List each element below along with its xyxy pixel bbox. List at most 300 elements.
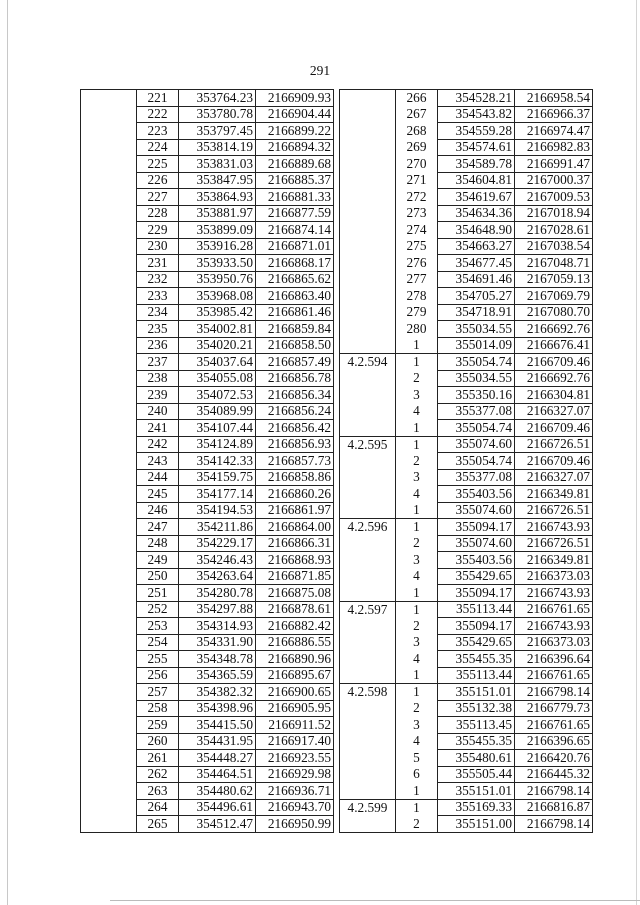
table-row xyxy=(340,816,593,833)
x-coordinate-cell: 355429.65 xyxy=(438,568,515,585)
point-number-cell: 2 xyxy=(396,535,438,552)
y-coordinate-cell: 2166396.64 xyxy=(515,651,593,668)
x-coordinate-cell: 355455.35 xyxy=(438,651,515,668)
point-number-cell: 1 xyxy=(396,783,438,800)
parcel-id-cell xyxy=(81,288,137,305)
x-coordinate-cell: 355480.61 xyxy=(438,750,515,767)
point-number-cell: 1 xyxy=(396,799,438,816)
point-number-cell: 241 xyxy=(137,420,179,437)
point-number-cell: 2 xyxy=(396,453,438,470)
point-number-cell: 1 xyxy=(396,436,438,453)
y-coordinate-cell: 2166881.33 xyxy=(256,189,334,206)
parcel-id-cell xyxy=(340,651,396,668)
parcel-id-cell: 4.2.594 xyxy=(340,354,396,371)
y-coordinate-cell: 2166726.51 xyxy=(515,502,593,519)
point-number-cell: 273 xyxy=(396,205,438,222)
table-row xyxy=(81,585,334,602)
table-row xyxy=(340,783,593,800)
y-coordinate-cell: 2166858.86 xyxy=(256,469,334,486)
y-coordinate-cell: 2166865.62 xyxy=(256,271,334,288)
y-coordinate-cell: 2166816.87 xyxy=(515,799,593,816)
y-coordinate-cell: 2166882.42 xyxy=(256,618,334,635)
table-row xyxy=(81,123,334,140)
y-coordinate-cell: 2166929.98 xyxy=(256,766,334,783)
x-coordinate-cell: 354159.75 xyxy=(179,469,256,486)
x-coordinate-cell: 354415.50 xyxy=(179,717,256,734)
table-row xyxy=(340,123,593,140)
x-coordinate-cell: 354574.61 xyxy=(438,139,515,156)
table-row xyxy=(340,271,593,288)
parcel-id-cell xyxy=(81,717,137,734)
parcel-id-cell xyxy=(340,469,396,486)
point-number-cell: 280 xyxy=(396,321,438,338)
y-coordinate-cell: 2167048.71 xyxy=(515,255,593,272)
table-row xyxy=(81,354,334,371)
x-coordinate-cell: 355505.44 xyxy=(438,766,515,783)
y-coordinate-cell: 2166396.65 xyxy=(515,733,593,750)
parcel-id-cell xyxy=(340,189,396,206)
x-coordinate-cell: 354246.43 xyxy=(179,552,256,569)
x-coordinate-cell: 354002.81 xyxy=(179,321,256,338)
table-row xyxy=(340,337,593,354)
point-number-cell: 1 xyxy=(396,502,438,519)
parcel-id-cell xyxy=(340,370,396,387)
parcel-id-cell xyxy=(81,172,137,189)
table-row xyxy=(81,816,334,833)
table-row xyxy=(81,321,334,338)
x-coordinate-cell: 354480.62 xyxy=(179,783,256,800)
table-row xyxy=(340,106,593,123)
parcel-id-cell xyxy=(81,123,137,140)
point-number-cell: 228 xyxy=(137,205,179,222)
y-coordinate-cell: 2167000.37 xyxy=(515,172,593,189)
table-row xyxy=(340,420,593,437)
table-row xyxy=(81,601,334,618)
page-number: 291 xyxy=(309,63,331,78)
x-coordinate-cell: 355151.01 xyxy=(438,684,515,701)
x-coordinate-cell: 355054.74 xyxy=(438,420,515,437)
point-number-cell: 264 xyxy=(137,799,179,816)
y-coordinate-cell: 2166709.46 xyxy=(515,453,593,470)
y-coordinate-cell: 2166866.31 xyxy=(256,535,334,552)
parcel-id-cell xyxy=(340,535,396,552)
parcel-id-cell xyxy=(340,667,396,684)
y-coordinate-cell: 2167069.79 xyxy=(515,288,593,305)
x-coordinate-cell: 355455.35 xyxy=(438,733,515,750)
x-coordinate-cell: 354604.81 xyxy=(438,172,515,189)
parcel-id-cell xyxy=(81,321,137,338)
table-row xyxy=(81,288,334,305)
parcel-id-cell xyxy=(81,519,137,536)
table-row xyxy=(81,733,334,750)
parcel-id-cell xyxy=(340,700,396,717)
table-row xyxy=(81,568,334,585)
parcel-id-cell xyxy=(81,618,137,635)
point-number-cell: 262 xyxy=(137,766,179,783)
x-coordinate-cell: 355094.17 xyxy=(438,618,515,635)
table-row xyxy=(81,205,334,222)
y-coordinate-cell: 2166856.78 xyxy=(256,370,334,387)
scan-edge-bottom xyxy=(110,900,640,901)
point-number-cell: 2 xyxy=(396,370,438,387)
x-coordinate-cell: 354382.32 xyxy=(179,684,256,701)
table-row xyxy=(340,436,593,453)
y-coordinate-cell: 2166991.47 xyxy=(515,156,593,173)
table-row xyxy=(81,469,334,486)
x-coordinate-cell: 353814.19 xyxy=(179,139,256,156)
y-coordinate-cell: 2166874.14 xyxy=(256,222,334,239)
y-coordinate-cell: 2166856.93 xyxy=(256,436,334,453)
parcel-id-cell xyxy=(81,403,137,420)
table-row xyxy=(340,618,593,635)
parcel-id-cell xyxy=(340,238,396,255)
x-coordinate-cell: 354124.89 xyxy=(179,436,256,453)
parcel-id-cell xyxy=(81,370,137,387)
point-number-cell: 4 xyxy=(396,486,438,503)
parcel-id-cell xyxy=(340,552,396,569)
y-coordinate-cell: 2166857.49 xyxy=(256,354,334,371)
point-number-cell: 256 xyxy=(137,667,179,684)
y-coordinate-cell: 2166864.00 xyxy=(256,519,334,536)
table-row xyxy=(81,717,334,734)
x-coordinate-cell: 355074.60 xyxy=(438,535,515,552)
parcel-id-cell xyxy=(340,634,396,651)
x-coordinate-cell: 354194.53 xyxy=(179,502,256,519)
y-coordinate-cell: 2166709.46 xyxy=(515,354,593,371)
table-row xyxy=(340,535,593,552)
y-coordinate-cell: 2167018.94 xyxy=(515,205,593,222)
point-number-cell: 221 xyxy=(137,90,179,107)
table-row xyxy=(81,519,334,536)
parcel-id-cell xyxy=(340,205,396,222)
coordinates-table-left xyxy=(80,89,334,833)
parcel-id-cell xyxy=(81,700,137,717)
y-coordinate-cell: 2166885.37 xyxy=(256,172,334,189)
y-coordinate-cell: 2166761.65 xyxy=(515,601,593,618)
point-number-cell: 260 xyxy=(137,733,179,750)
y-coordinate-cell: 2166327.07 xyxy=(515,403,593,420)
point-number-cell: 243 xyxy=(137,453,179,470)
x-coordinate-cell: 355034.55 xyxy=(438,370,515,387)
point-number-cell: 3 xyxy=(396,717,438,734)
y-coordinate-cell: 2166936.71 xyxy=(256,783,334,800)
y-coordinate-cell: 2166878.61 xyxy=(256,601,334,618)
point-number-cell: 231 xyxy=(137,255,179,272)
table-row xyxy=(81,222,334,239)
point-number-cell: 2 xyxy=(396,618,438,635)
parcel-id-cell xyxy=(81,799,137,816)
x-coordinate-cell: 355074.60 xyxy=(438,436,515,453)
y-coordinate-cell: 2166904.44 xyxy=(256,106,334,123)
point-number-cell: 266 xyxy=(396,90,438,107)
parcel-id-cell xyxy=(340,486,396,503)
parcel-id-cell xyxy=(81,667,137,684)
y-coordinate-cell: 2166861.97 xyxy=(256,502,334,519)
point-number-cell: 224 xyxy=(137,139,179,156)
y-coordinate-cell: 2166861.46 xyxy=(256,304,334,321)
x-coordinate-cell: 354431.95 xyxy=(179,733,256,750)
table-row xyxy=(340,304,593,321)
parcel-id-cell xyxy=(81,156,137,173)
x-coordinate-cell: 354448.27 xyxy=(179,750,256,767)
parcel-id-cell xyxy=(81,651,137,668)
x-coordinate-cell: 354634.36 xyxy=(438,205,515,222)
point-number-cell: 1 xyxy=(396,684,438,701)
parcel-id-cell xyxy=(81,255,137,272)
parcel-id-cell xyxy=(81,750,137,767)
parcel-id-cell xyxy=(340,618,396,635)
table-row xyxy=(340,651,593,668)
parcel-id-cell xyxy=(81,106,137,123)
x-coordinate-cell: 355054.74 xyxy=(438,354,515,371)
x-coordinate-cell: 355094.17 xyxy=(438,585,515,602)
point-number-cell: 233 xyxy=(137,288,179,305)
parcel-id-cell xyxy=(81,502,137,519)
y-coordinate-cell: 2167059.13 xyxy=(515,271,593,288)
y-coordinate-cell: 2166900.65 xyxy=(256,684,334,701)
point-number-cell: 239 xyxy=(137,387,179,404)
table-row xyxy=(340,799,593,816)
parcel-id-cell xyxy=(81,90,137,107)
x-coordinate-cell: 354177.14 xyxy=(179,486,256,503)
point-number-cell: 254 xyxy=(137,634,179,651)
x-coordinate-cell: 354705.27 xyxy=(438,288,515,305)
point-number-cell: 271 xyxy=(396,172,438,189)
parcel-id-cell: 4.2.599 xyxy=(340,799,396,816)
parcel-id-cell xyxy=(340,816,396,833)
table-row xyxy=(81,684,334,701)
table-row xyxy=(340,469,593,486)
y-coordinate-cell: 2167038.54 xyxy=(515,238,593,255)
x-coordinate-cell: 354496.61 xyxy=(179,799,256,816)
table-row xyxy=(340,403,593,420)
parcel-id-cell xyxy=(340,733,396,750)
point-number-cell: 4 xyxy=(396,568,438,585)
table-row xyxy=(81,172,334,189)
point-number-cell: 2 xyxy=(396,816,438,833)
x-coordinate-cell: 353950.76 xyxy=(179,271,256,288)
table-row xyxy=(340,387,593,404)
point-number-cell: 257 xyxy=(137,684,179,701)
table-row xyxy=(340,222,593,239)
x-coordinate-cell: 355034.55 xyxy=(438,321,515,338)
parcel-id-cell xyxy=(81,552,137,569)
y-coordinate-cell: 2166982.83 xyxy=(515,139,593,156)
table-row xyxy=(81,189,334,206)
coordinates-table-right xyxy=(339,89,593,833)
parcel-id-cell xyxy=(340,90,396,107)
parcel-id-cell xyxy=(81,733,137,750)
x-coordinate-cell: 355014.09 xyxy=(438,337,515,354)
table-row xyxy=(340,601,593,618)
x-coordinate-cell: 354211.86 xyxy=(179,519,256,536)
parcel-id-cell xyxy=(340,766,396,783)
y-coordinate-cell: 2166863.40 xyxy=(256,288,334,305)
table-row xyxy=(81,667,334,684)
x-coordinate-cell: 355132.38 xyxy=(438,700,515,717)
point-number-cell: 249 xyxy=(137,552,179,569)
table-row xyxy=(340,486,593,503)
y-coordinate-cell: 2166798.14 xyxy=(515,783,593,800)
y-coordinate-cell: 2166726.51 xyxy=(515,436,593,453)
table-row xyxy=(81,304,334,321)
parcel-id-cell xyxy=(340,123,396,140)
parcel-id-cell xyxy=(81,222,137,239)
parcel-id-cell xyxy=(81,634,137,651)
point-number-cell: 247 xyxy=(137,519,179,536)
x-coordinate-cell: 354528.21 xyxy=(438,90,515,107)
parcel-id-cell xyxy=(340,222,396,239)
parcel-id-cell xyxy=(340,453,396,470)
table-row xyxy=(340,766,593,783)
x-coordinate-cell: 354677.45 xyxy=(438,255,515,272)
y-coordinate-cell: 2166373.03 xyxy=(515,634,593,651)
table-row xyxy=(81,783,334,800)
point-number-cell: 1 xyxy=(396,354,438,371)
point-number-cell: 225 xyxy=(137,156,179,173)
parcel-id-cell xyxy=(81,816,137,833)
table-row xyxy=(81,436,334,453)
y-coordinate-cell: 2166889.68 xyxy=(256,156,334,173)
table-row xyxy=(340,189,593,206)
y-coordinate-cell: 2166917.40 xyxy=(256,733,334,750)
y-coordinate-cell: 2166899.22 xyxy=(256,123,334,140)
table-row xyxy=(340,717,593,734)
point-number-cell: 276 xyxy=(396,255,438,272)
point-number-cell: 222 xyxy=(137,106,179,123)
table-row xyxy=(340,519,593,536)
parcel-id-cell xyxy=(340,304,396,321)
parcel-id-cell xyxy=(81,585,137,602)
y-coordinate-cell: 2166349.81 xyxy=(515,552,593,569)
parcel-id-cell xyxy=(340,420,396,437)
point-number-cell: 258 xyxy=(137,700,179,717)
point-number-cell: 234 xyxy=(137,304,179,321)
y-coordinate-cell: 2166743.93 xyxy=(515,618,593,635)
x-coordinate-cell: 354718.91 xyxy=(438,304,515,321)
x-coordinate-cell: 353916.28 xyxy=(179,238,256,255)
x-coordinate-cell: 355113.45 xyxy=(438,717,515,734)
y-coordinate-cell: 2167080.70 xyxy=(515,304,593,321)
y-coordinate-cell: 2166743.93 xyxy=(515,585,593,602)
x-coordinate-cell: 354020.21 xyxy=(179,337,256,354)
parcel-id-cell xyxy=(81,535,137,552)
y-coordinate-cell: 2166868.93 xyxy=(256,552,334,569)
table-row xyxy=(81,700,334,717)
table-row xyxy=(81,552,334,569)
table-row xyxy=(340,321,593,338)
parcel-id-cell xyxy=(81,304,137,321)
x-coordinate-cell: 354280.78 xyxy=(179,585,256,602)
parcel-id-cell xyxy=(81,601,137,618)
x-coordinate-cell: 353933.50 xyxy=(179,255,256,272)
point-number-cell: 255 xyxy=(137,651,179,668)
x-coordinate-cell: 354055.08 xyxy=(179,370,256,387)
x-coordinate-cell: 353864.93 xyxy=(179,189,256,206)
parcel-id-cell xyxy=(340,156,396,173)
parcel-id-cell xyxy=(81,420,137,437)
point-number-cell: 227 xyxy=(137,189,179,206)
point-number-cell: 279 xyxy=(396,304,438,321)
point-number-cell: 275 xyxy=(396,238,438,255)
x-coordinate-cell: 354663.27 xyxy=(438,238,515,255)
table-row xyxy=(340,502,593,519)
x-coordinate-cell: 354072.53 xyxy=(179,387,256,404)
x-coordinate-cell: 354543.82 xyxy=(438,106,515,123)
point-number-cell: 1 xyxy=(396,420,438,437)
parcel-id-cell: 4.2.598 xyxy=(340,684,396,701)
point-number-cell: 238 xyxy=(137,370,179,387)
point-number-cell: 246 xyxy=(137,502,179,519)
x-coordinate-cell: 353968.08 xyxy=(179,288,256,305)
y-coordinate-cell: 2166327.07 xyxy=(515,469,593,486)
parcel-id-cell xyxy=(340,750,396,767)
table-row xyxy=(81,90,334,107)
y-coordinate-cell: 2166779.73 xyxy=(515,700,593,717)
table-row xyxy=(81,486,334,503)
point-number-cell: 237 xyxy=(137,354,179,371)
y-coordinate-cell: 2166871.85 xyxy=(256,568,334,585)
table-row xyxy=(340,255,593,272)
table-row xyxy=(340,453,593,470)
x-coordinate-cell: 353797.45 xyxy=(179,123,256,140)
point-number-cell: 232 xyxy=(137,271,179,288)
parcel-id-cell xyxy=(81,205,137,222)
x-coordinate-cell: 355377.08 xyxy=(438,469,515,486)
y-coordinate-cell: 2166858.50 xyxy=(256,337,334,354)
parcel-id-cell xyxy=(81,337,137,354)
table-row xyxy=(340,568,593,585)
table-row xyxy=(340,156,593,173)
point-number-cell: 278 xyxy=(396,288,438,305)
point-number-cell: 3 xyxy=(396,634,438,651)
point-number-cell: 4 xyxy=(396,651,438,668)
x-coordinate-cell: 353985.42 xyxy=(179,304,256,321)
point-number-cell: 2 xyxy=(396,700,438,717)
x-coordinate-cell: 354297.88 xyxy=(179,601,256,618)
table-row xyxy=(340,750,593,767)
parcel-id-cell xyxy=(340,255,396,272)
parcel-id-cell: 4.2.597 xyxy=(340,601,396,618)
parcel-id-cell xyxy=(340,337,396,354)
point-number-cell: 252 xyxy=(137,601,179,618)
table-row xyxy=(340,90,593,107)
y-coordinate-cell: 2166923.55 xyxy=(256,750,334,767)
parcel-id-cell xyxy=(81,783,137,800)
x-coordinate-cell: 354648.90 xyxy=(438,222,515,239)
table-row xyxy=(340,585,593,602)
table-row xyxy=(81,370,334,387)
parcel-id-cell xyxy=(81,189,137,206)
y-coordinate-cell: 2166373.03 xyxy=(515,568,593,585)
parcel-id-cell xyxy=(340,568,396,585)
table-row xyxy=(81,535,334,552)
point-number-cell: 253 xyxy=(137,618,179,635)
y-coordinate-cell: 2166943.70 xyxy=(256,799,334,816)
point-number-cell: 261 xyxy=(137,750,179,767)
point-number-cell: 1 xyxy=(396,519,438,536)
point-number-cell: 265 xyxy=(137,816,179,833)
x-coordinate-cell: 355094.17 xyxy=(438,519,515,536)
table-row xyxy=(340,139,593,156)
point-number-cell: 235 xyxy=(137,321,179,338)
parcel-id-cell xyxy=(81,486,137,503)
table-row xyxy=(81,255,334,272)
point-number-cell: 6 xyxy=(396,766,438,783)
table-row xyxy=(81,238,334,255)
y-coordinate-cell: 2166877.59 xyxy=(256,205,334,222)
parcel-id-cell xyxy=(81,453,137,470)
